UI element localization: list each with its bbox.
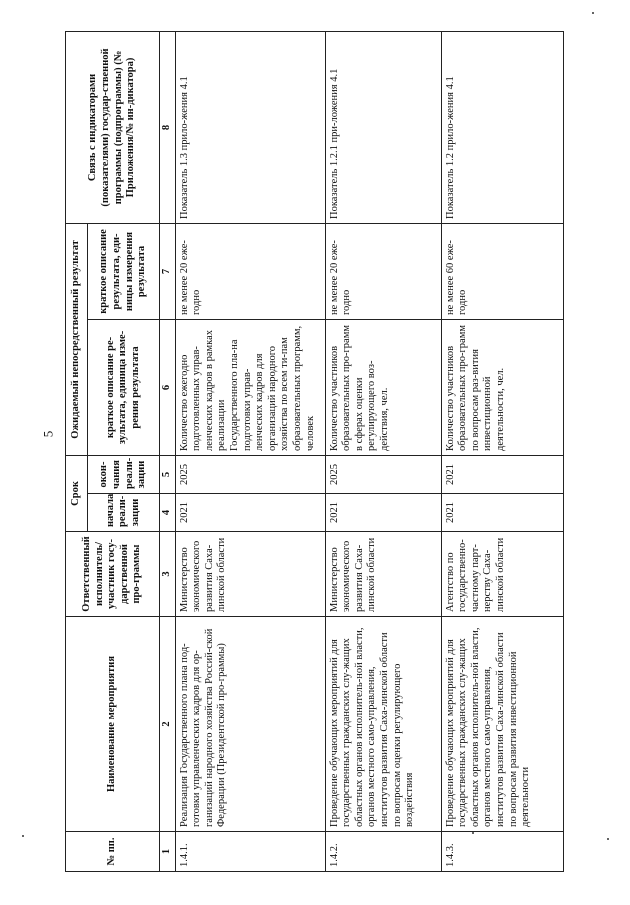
result-description: Количество ежегодно подготовленных управ-ленческих кадров в рамках реализации Государственного пла-на подготовки управ-ленческих кадров для организаций народного хозяйства по всем ти-пам образовательных программ, человек bbox=[175, 319, 325, 455]
header-term: Срок bbox=[66, 455, 88, 531]
activity-name: Проведение обучающих мероприятий для государственных гражданских слу-жащих областных органов исполнитель-ной власти, органов местного само-управления, институтов развития Саха-линской области по вопросам оценки регулирующего воздействия bbox=[325, 617, 441, 832]
end-year: 2025 bbox=[325, 455, 441, 493]
start-year: 2021 bbox=[325, 494, 441, 532]
indicator-link: Показатель 1.2.1 при-ложения 4.1 bbox=[325, 31, 441, 223]
indicator-link: Показатель 1.3 прило-жения 4.1 bbox=[175, 31, 325, 223]
result-value: не менее 60 еже-годно bbox=[441, 223, 563, 319]
header-expected-result: Ожидаемый непосредственный результат bbox=[66, 223, 88, 455]
column-number: 2 bbox=[160, 617, 176, 832]
scan-speck bbox=[22, 835, 24, 837]
scan-speck bbox=[607, 838, 609, 840]
table-row bbox=[441, 31, 563, 871]
header-result-description: краткое описание ре-зультата, единица изме-рения результата bbox=[88, 319, 160, 455]
column-number: 8 bbox=[160, 31, 176, 223]
end-year: 2025 bbox=[175, 455, 325, 493]
row-number: 1.4.3. bbox=[441, 832, 563, 872]
row-number: 1.4.2. bbox=[325, 832, 441, 872]
result-description: Количество участников образовательных про-грамм в сферах оценки регулирующего воз-действия, чел. bbox=[325, 319, 441, 455]
column-number: 7 bbox=[160, 223, 176, 319]
start-year: 2021 bbox=[175, 494, 325, 532]
responsible: Министерство экономического развития Саха-линской области bbox=[175, 532, 325, 617]
column-number-row bbox=[160, 31, 176, 871]
row-number: 1.4.1. bbox=[175, 832, 325, 872]
header-end: окон-чания реали-зации bbox=[88, 455, 160, 493]
table-row bbox=[175, 31, 325, 871]
header-result-value: краткое описание результата, еди-ницы измерения результата bbox=[88, 223, 160, 319]
scan-speck bbox=[592, 12, 594, 14]
header-start: начала реали-зации bbox=[88, 494, 160, 532]
start-year: 2021 bbox=[441, 494, 563, 532]
column-number: 3 bbox=[160, 532, 176, 617]
end-year: 2021 bbox=[441, 455, 563, 493]
result-value: не менее 20 еже-годно bbox=[175, 223, 325, 319]
result-description: Количество участников образовательных про-грамм по вопросам раз-вития инвестиционной деятельности, чел. bbox=[441, 319, 563, 455]
header-indicator-link: Связь с индикаторами (показателями) государ-ственной программы (подпрограммы) (№ Приложения/№ ин-дикатора) bbox=[66, 31, 160, 223]
column-number: 4 bbox=[160, 494, 176, 532]
header-responsible: Ответственный исполнитель/ участник госу-дарственной про-граммы bbox=[66, 532, 160, 617]
header-number: № пп. bbox=[66, 832, 160, 872]
activities-table bbox=[65, 31, 564, 872]
rotated-table-container bbox=[65, 32, 565, 872]
activity-name: Проведение обучающих мероприятий для государственных гражданских слу-жащих областных органов исполнитель-ной власти, органов местного само-управления, институтов развития Саха-линской области по вопросам развития инвестиционной деятельности bbox=[441, 617, 563, 832]
responsible: Агентство по государственно-частному парт-нерству Саха-линской области bbox=[441, 532, 563, 617]
indicator-link: Показатель 1.2 прило-жения 4.1 bbox=[441, 31, 563, 223]
column-number: 1 bbox=[160, 832, 176, 872]
page-number: 5 bbox=[40, 430, 56, 438]
responsible: Министерство экономического развития Саха-линской области bbox=[325, 532, 441, 617]
scan-speck bbox=[472, 832, 474, 834]
column-number: 6 bbox=[160, 319, 176, 455]
header-activity-name: Наименование мероприятия bbox=[66, 617, 160, 832]
column-number: 5 bbox=[160, 455, 176, 493]
activity-name: Реализация Государственного плана под-готовки управленческих кадров для ор-ганизаций народного хозяйства Россий-ской Федерации (Президентской про-граммы) bbox=[175, 617, 325, 832]
table-row bbox=[325, 31, 441, 871]
result-value: не менее 20 еже-годно bbox=[325, 223, 441, 319]
